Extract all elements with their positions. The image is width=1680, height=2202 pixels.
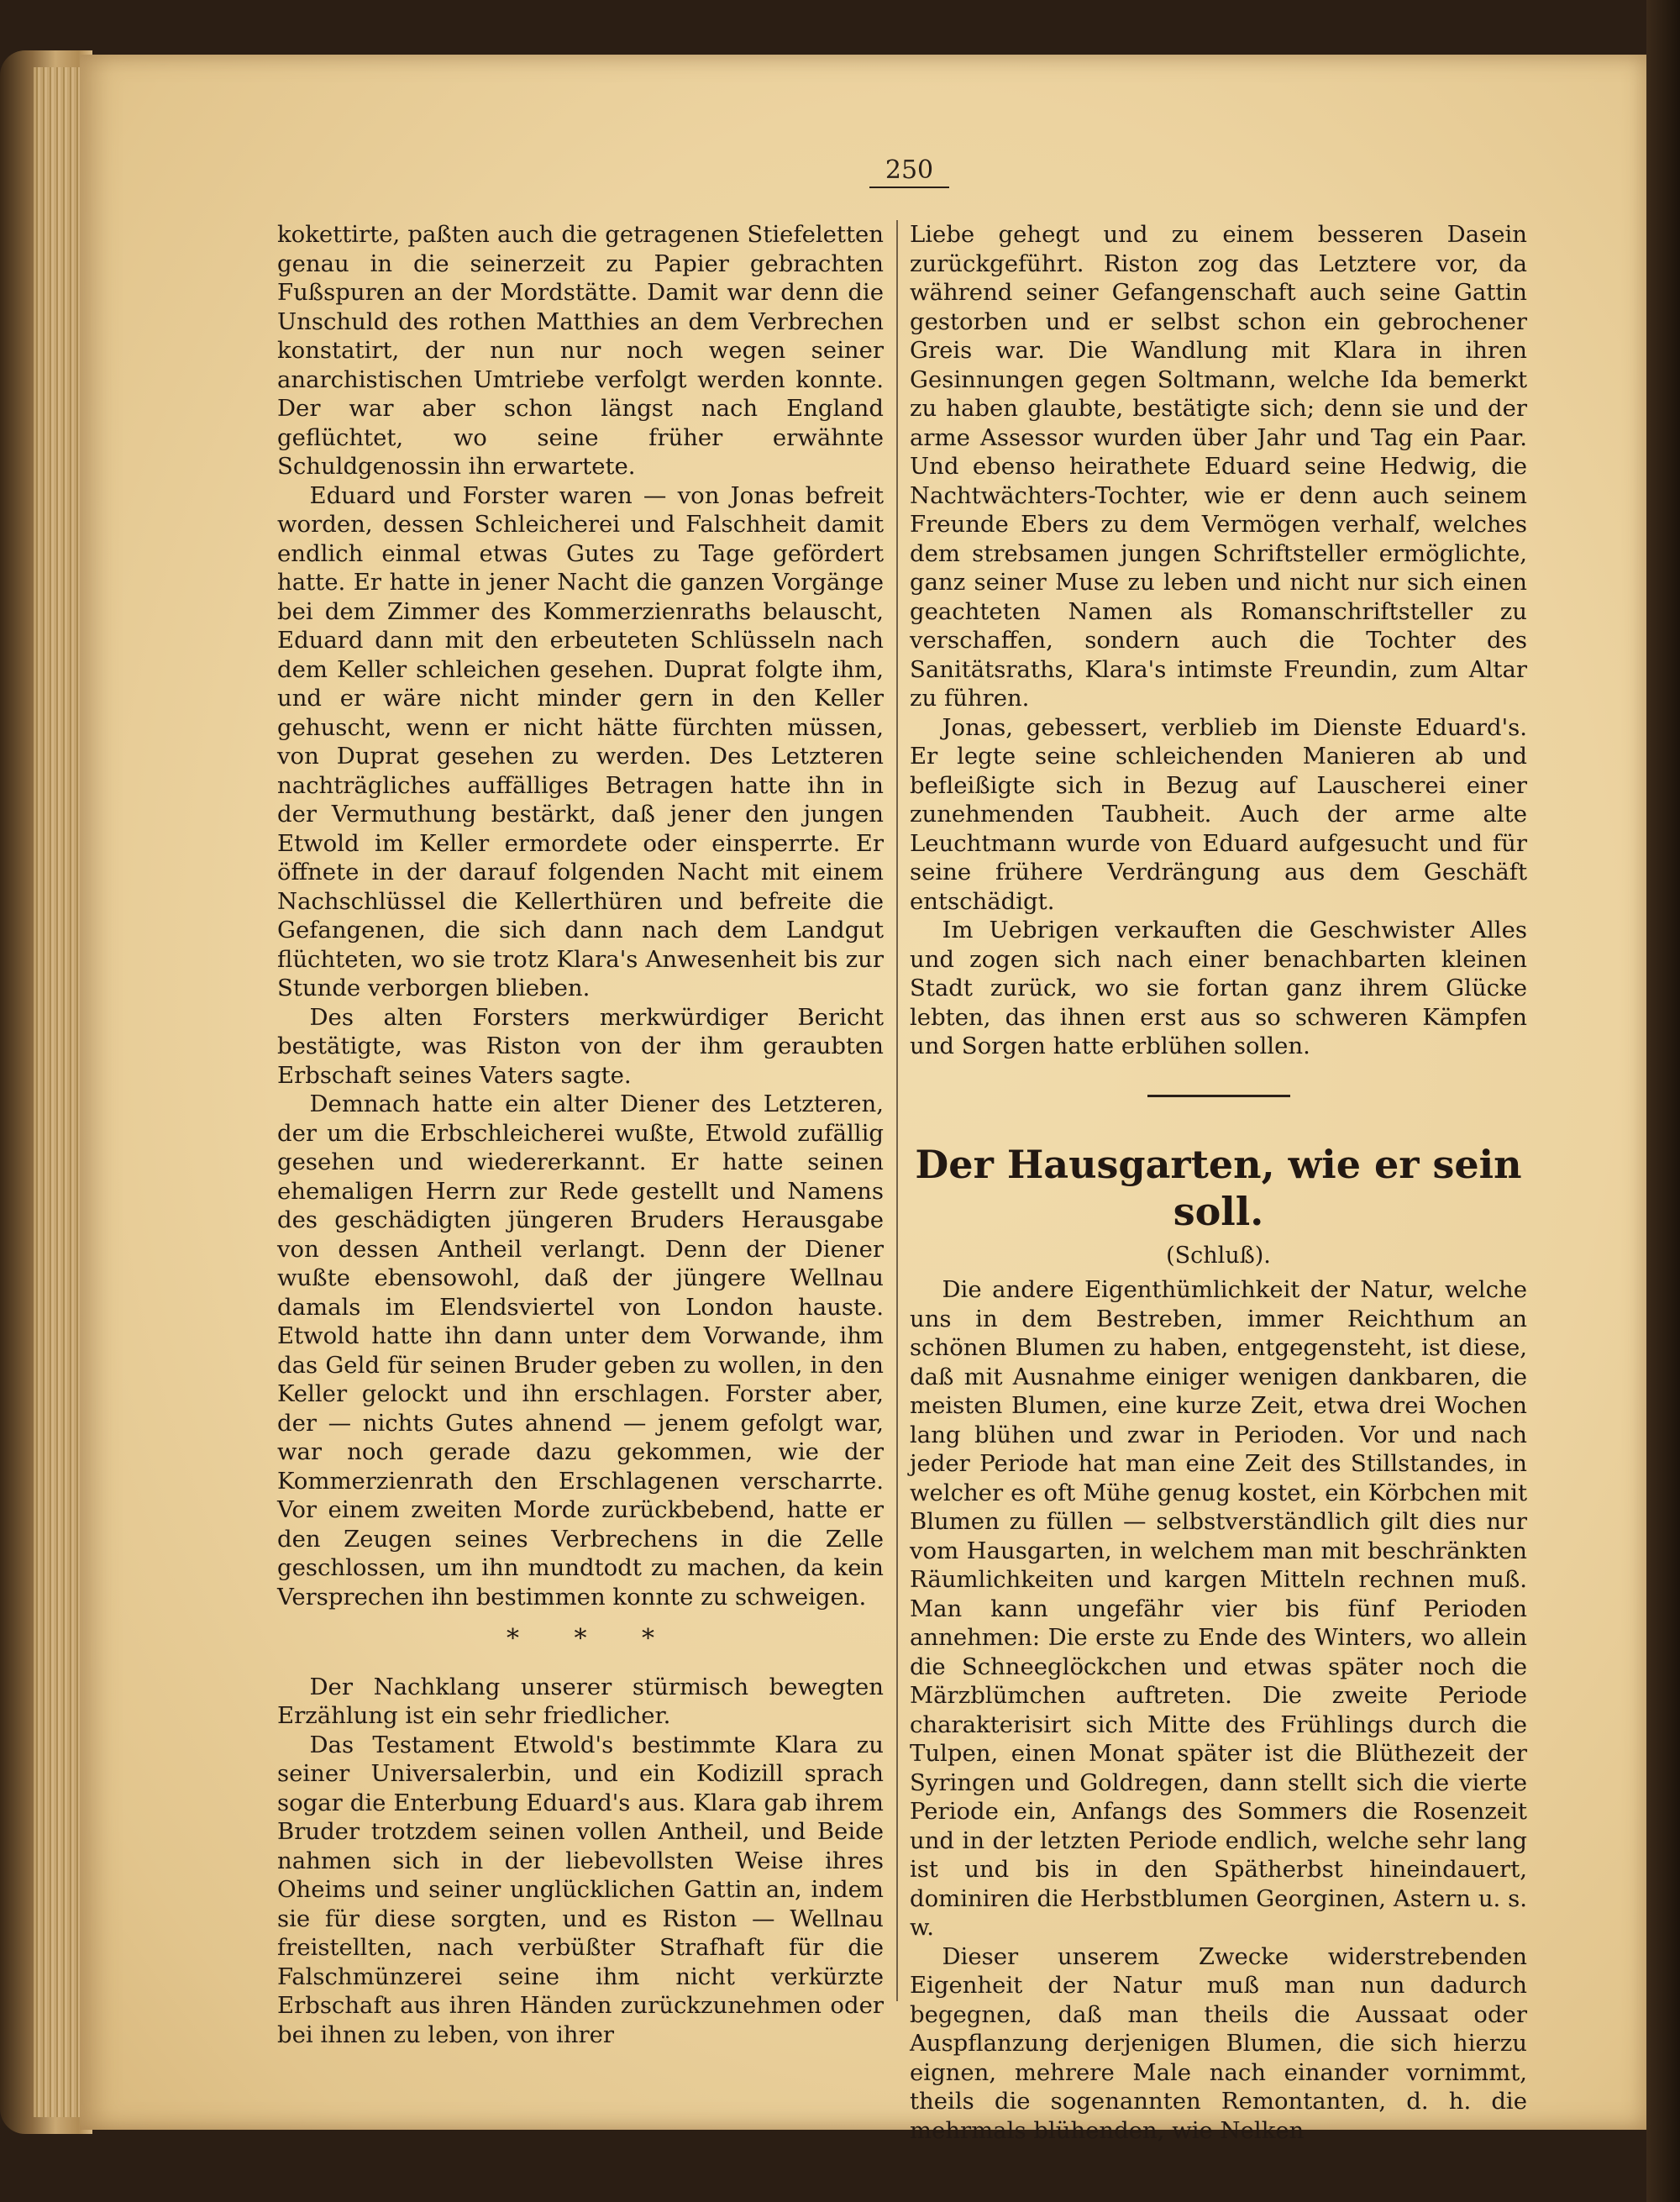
- section-subtitle: (Schluß).: [1166, 1242, 1271, 1269]
- page-number: 250: [869, 155, 949, 188]
- paragraph: Das Testament Etwold's bestimmte Klara zu seiner Universalerbin, und ein Kodizill sprach sogar die Enterbung Eduard's aus. Klara gab ihrem Bruder trotzdem seinen vollen Antheil, und Beide nahmen sich in der liebevollsten Weise ihres Oheims und seiner unglücklichen Gattin an, indem sie für diese sorgten, und es Riston — Wellnau freistellten, nach verbüßter Strafhaft für die Falschmünzerei seine ihm nicht verkürzte Erbschaft aus ihren Händen zurückzunehmen oder bei ihnen zu leben, von ihrer: [277, 1731, 884, 2048]
- paragraph: Der Nachklang unserer stürmisch bewegten Erzählung ist ein sehr friedlicher.: [277, 1673, 884, 1729]
- paragraph: Demnach hatte ein alter Diener des Letzteren, der um die Erbschleicherei wußte, Etwold zufällig gesehen und wiedererkannt. Er hatte seinen ehemaligen Herrn zur Rede gestellt und Namens des geschädigten jüngeren Bruders Herausgabe von dessen Antheil verlangt. Denn der Diener wußte ebensowohl, daß der jüngere Wellnau damals im Elendsviertel von London hauste. Etwold hatte ihn dann unter dem Vorwande, ihm das Geld für seinen Bruder geben zu wollen, in den Keller gelockt und ihn erschlagen. Forster aber, der — nichts Gutes ahnend — jenem gefolgt war, war noch gerade dazu gekommen, wie der Kommerzienrath den Erschlagenen verscharrte. Vor einem zweiten Morde zurückbebend, hatte er den Zeugen seines Verbrechens in die Zelle geschlossen, um ihn mundtodt zu machen, da kein Versprechen ihn bestimmen konnte zu schweigen.: [277, 1090, 884, 1611]
- page-stack-edges: [34, 67, 84, 2117]
- paragraph: Des alten Forsters merkwürdiger Bericht bestätigte, was Riston von der ihm geraubten Erbschaft seines Vaters sagte.: [277, 1003, 884, 1089]
- section-separator: * * *: [506, 1624, 679, 1653]
- divider-line: [1147, 1095, 1290, 1097]
- paragraph: Die andere Eigenthümlichkeit der Natur, welche uns in dem Bestreben, immer Reichthum an schönen Blumen zu haben, entgegensteht, ist diese, daß mit Ausnahme einiger wenigen dankbaren, die meisten Blumen, eine kurze Zeit, etwa drei Wochen lang blühen und zwar in Perioden. Vor und nach jeder Periode hat man eine Zeit des Stillstandes, in welcher es oft Mühe genug kostet, ein Körbchen mit Blumen zu füllen — selbstverständlich gilt dies nur vom Hausgarten, in welchem man mit beschränkten Räumlichkeiten und kargen Mitteln rechnen muß. Man kann ungefähr vier bis fünf Perioden annehmen: Die erste zu Ende des Winters, wo allein die Schneeglöckchen und etwas später noch die Märzblümchen auftreten. Die zweite Periode charakterisirt sich Mitte des Frühlings durch die Tulpen, einen Monat später ist die Blüthezeit der Syringen und Goldregen, dann stellt sich die vierte Periode ein, Anfangs des Sommers die Rosenzeit und in der letzten Periode endlich, welche sehr lang ist und bis in den Spätherbst hineindauert, dominiren die Herbstblumen Georginen, Astern u. s. w.: [910, 1276, 1527, 1941]
- column-rule: [896, 220, 898, 2001]
- paragraph: Dieser unserem Zwecke widerstrebenden Eigenheit der Natur muß man nun dadurch begegnen, daß man theils die Aussaat oder Auspflanzung derjenigen Blumen, die sich hierzu eignen, mehrere Male nach einander vornimmt, theils die sogenannten Remontanten, d. h. die mehrmals blühenden, wie Nelken: [910, 1942, 1527, 2144]
- paragraph: Liebe gehegt und zu einem besseren Dasein zurückgeführt. Riston zog das Letztere vor, da während seiner Gefangenschaft auch seine Gattin gestorben und er selbst schon ein gebrochener Greis war. Die Wandlung mit Klara in ihren Gesinnungen gegen Soltmann, welche Ida bemerkt zu haben glaubte, bestätigte sich; denn sie und der arme Assessor wurden über Jahr und Tag ein Paar. Und ebenso heirathete Eduard seine Hedwig, die Nachtwächters-Tochter, wie er denn auch seinem Freunde Ebers zu dem Vermögen verhalf, welches dem strebsamen jungen Schriftsteller ermöglichte, ganz seiner Muse zu leben und nicht nur sich einen geachteten Namen als Romanschriftsteller zu verschaffen, sondern auch die Tochter des Sanitätsraths, Klara's intimste Freundin, zum Altar zu führen.: [910, 221, 1527, 712]
- paragraph: kokettirte, paßten auch die getragenen Stiefeletten genau in die seinerzeit zu Papier gebrachten Fußspuren an der Mordstätte. Damit war denn die Unschuld des rothen Matthies an dem Verbrechen konstatirt, der nun nur noch wegen seiner anarchistischen Umtriebe verfolgt werden konnte. Der war aber schon längst nach England geflüchtet, wo seine früher erwähnte Schuldgenossin ihn erwartete.: [277, 221, 884, 480]
- left-column: [277, 220, 884, 2049]
- paragraph: Eduard und Forster waren — von Jonas befreit worden, dessen Schleicherei und Falschheit damit endlich einmal etwas Gutes zu Tage gefördert hatte. Er hatte in jener Nacht die ganzen Vorgänge bei dem Zimmer des Kommerzienraths belauscht, Eduard dann mit den erbeuteten Schlüsseln nach dem Keller schleichen gesehen. Duprat folgte ihm, und er wäre nicht minder gern in den Keller gehuscht, wenn er nicht hätte fürchten müssen, von Duprat gesehen zu werden. Des Letzteren nachträgliches auffälliges Betragen hatte ihn in der Vermuthung bestärkt, daß jener den jungen Etwold im Keller ermordete oder einsperrte. Er öffnete in der darauf folgenden Nacht mit einem Nachschlüssel die Kellerthüren und befreite die Gefangenen, die sich dann nach dem Landgut flüchteten, wo sie trotz Klara's Anwesenheit bis zur Stunde verborgen blieben.: [277, 481, 884, 1001]
- paragraph: Im Uebrigen verkauften die Geschwister Alles und zogen sich nach einer benachbarten kleinen Stadt zurück, wo sie fortan ganz ihrem Glücke lebten, das ihnen erst aus so schweren Kämpfen und Sorgen hatte erblühen sollen.: [910, 917, 1527, 1059]
- section-title: Der Hausgarten, wie er sein soll.: [915, 1141, 1522, 1234]
- right-column: [910, 220, 1527, 2145]
- book-right-edge: [1646, 0, 1680, 2202]
- paragraph: Jonas, gebessert, verblieb im Dienste Eduard's. Er legte seine schleichenden Manieren ab und befleißigte sich in Bezug auf Lauscherei einer zunehmenden Taubheit. Auch der arme alte Leuchtmann wurde von Eduard aufgesucht und für seine frühere Verdrängung aus dem Geschäft entschädigt.: [910, 713, 1527, 915]
